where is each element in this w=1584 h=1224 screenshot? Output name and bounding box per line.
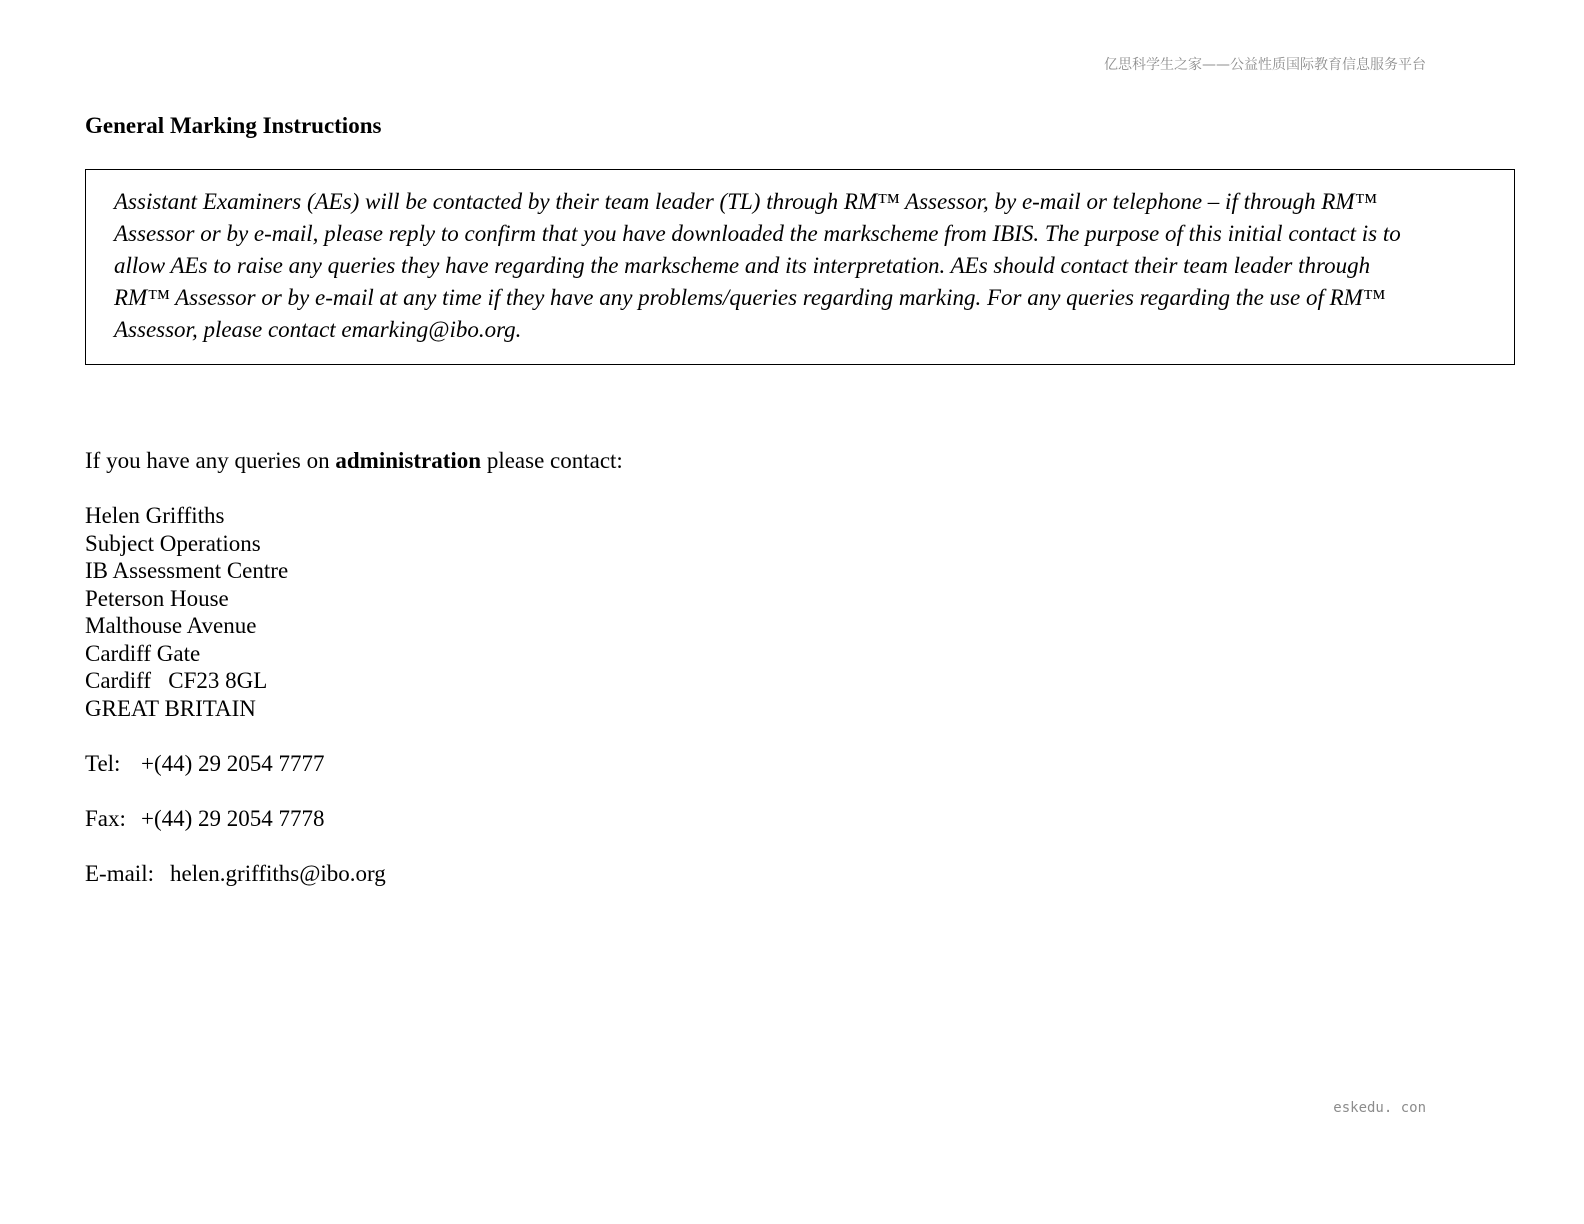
postal-address [85,502,623,722]
telephone-value: +(44) 29 2054 7777 [141,751,325,776]
fax-value: +(44) 29 2054 7778 [141,806,325,831]
address-line: Cardiff Gate [85,640,201,666]
page-heading: General Marking Instructions [85,113,382,138]
intro-text-before: If you have any queries on [85,448,336,473]
address-line: Helen Griffiths [85,503,225,528]
notice-line: RM™ Assessor or by e-mail at any time if they have any problems/queries regarding marking. For any queries regarding the use of RM™ [114,285,1386,310]
address-line: Cardiff CF23 8GL [85,668,268,693]
email-row [85,860,623,887]
notice-line: Assessor or by e-mail, please reply to confirm that you have downloaded the markscheme from IBIS. The purpose of this initial contact is to [114,221,1401,246]
intro-text-after: please contact: [481,448,623,473]
fax-row [85,805,623,832]
notice-line: Assessor, please contact emarking@ibo.org. [114,317,522,342]
watermark-footer-text: eskedu. con [1333,1100,1426,1116]
notice-line: allow AEs to raise any queries they have regarding the markscheme and its interpretation. AEs should contact their team leader through [114,253,1371,278]
contact-intro [85,447,623,474]
telephone-label: Tel: [85,751,121,776]
watermark-header-text: 亿思科学生之家——公益性质国际教育信息服务平台 [1104,57,1426,73]
fax-label: Fax: [85,806,126,831]
telephone-row [85,750,623,777]
address-line: IB Assessment Centre [85,558,289,583]
contact-section [85,447,623,887]
address-line: Malthouse Avenue [85,613,257,638]
notice-line: Assistant Examiners (AEs) will be contacted by their team leader (TL) through RM™ Assessor, by e-mail or telephone – if through RM™ [114,189,1378,214]
address-line: GREAT BRITAIN [85,695,256,721]
email-value: helen.griffiths@ibo.org [170,861,386,886]
intro-text-bold: administration [335,448,482,473]
marking-notice-box [85,169,1515,365]
address-line: Subject Operations [85,530,261,556]
email-label: E-mail: [85,861,154,886]
address-line: Peterson House [85,585,229,611]
